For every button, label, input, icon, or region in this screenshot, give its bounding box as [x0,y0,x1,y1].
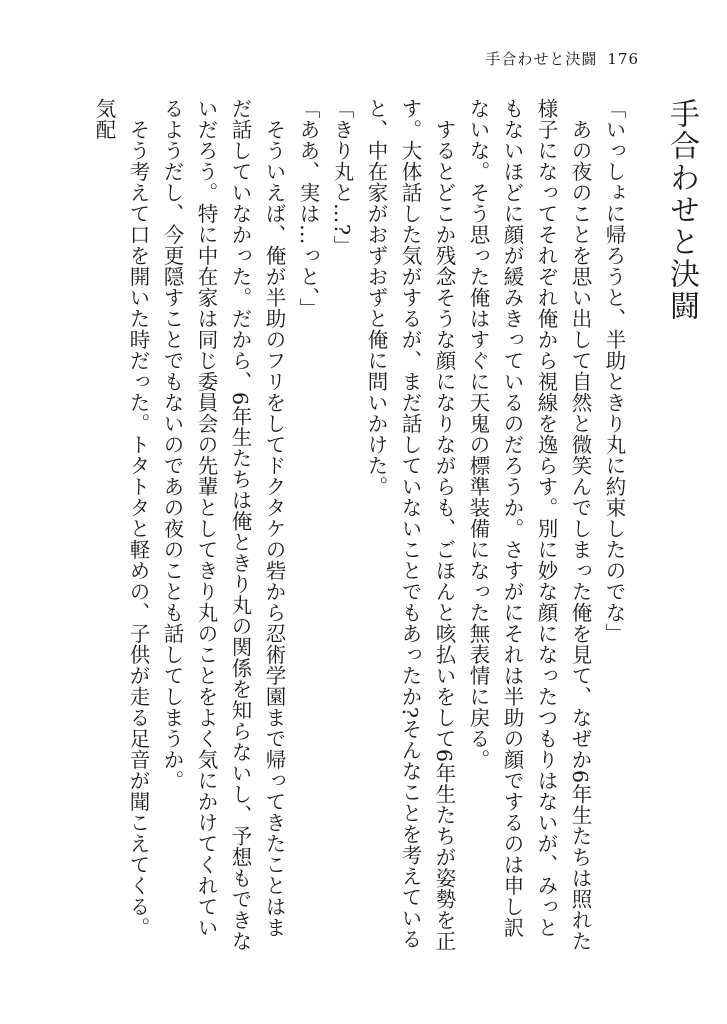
page-body [87,98,699,958]
chapter-title: 手合わせと決闘 [664,98,699,322]
paragraph-6: そういえば、俺が半助のフリをしてドクタケの砦から忍術学園まで帰ってきたことはまだ話していなかった。だから、6年生たちは俺ときり丸の関係を知らないし、予想もできないだろう。特に中在家は同じ委員会の先輩としてきり丸のことをよく気にかけてくれているようだし、今更隠すことでもないのであの夜のことも話してしまうか。 [160,98,286,952]
running-header-title: 手合わせと決闘 [485,50,598,68]
paragraph-4: 「きり丸と…?」 [330,98,354,257]
paragraph-2: あの夜のことを思い出して自然と微笑んでしまった俺を見て、なぜか6年生たちは照れた様子になってそれぞれ俺から視線を逸らす。別に妙な顔になったつもりはないが、みっともないほどに顔が緩みきっているのだろうか。さすがにそれは半助の顔でするのは申し訳ないな。そう思った俺はすぐに天鬼の標準装備になった無表情に戻る。 [466,98,592,952]
paragraph-5: 「ああ、実は…っと、」 [296,98,320,319]
running-header [485,52,639,67]
vertical-text-column [87,98,701,958]
paragraph-7: そう考えて口を開いた時だった。トタトタと軽めの、子供が走る足音が聞こえてくる。気配 [92,98,150,938]
paragraph-3: するとどこか残念そうな顔になりながらも、ごほんと咳払いをして6年生たちが姿勢を正す。大体話した気がするが、まだ話していないことでもあったか?そんなことを考えていると、中在家がおずおずと俺に問いかけた。 [364,98,456,952]
paragraph-1: 「いっしょに帰ろうと、半助ときり丸に約束したのでな」 [602,98,626,644]
page-number: 176 [607,50,639,68]
